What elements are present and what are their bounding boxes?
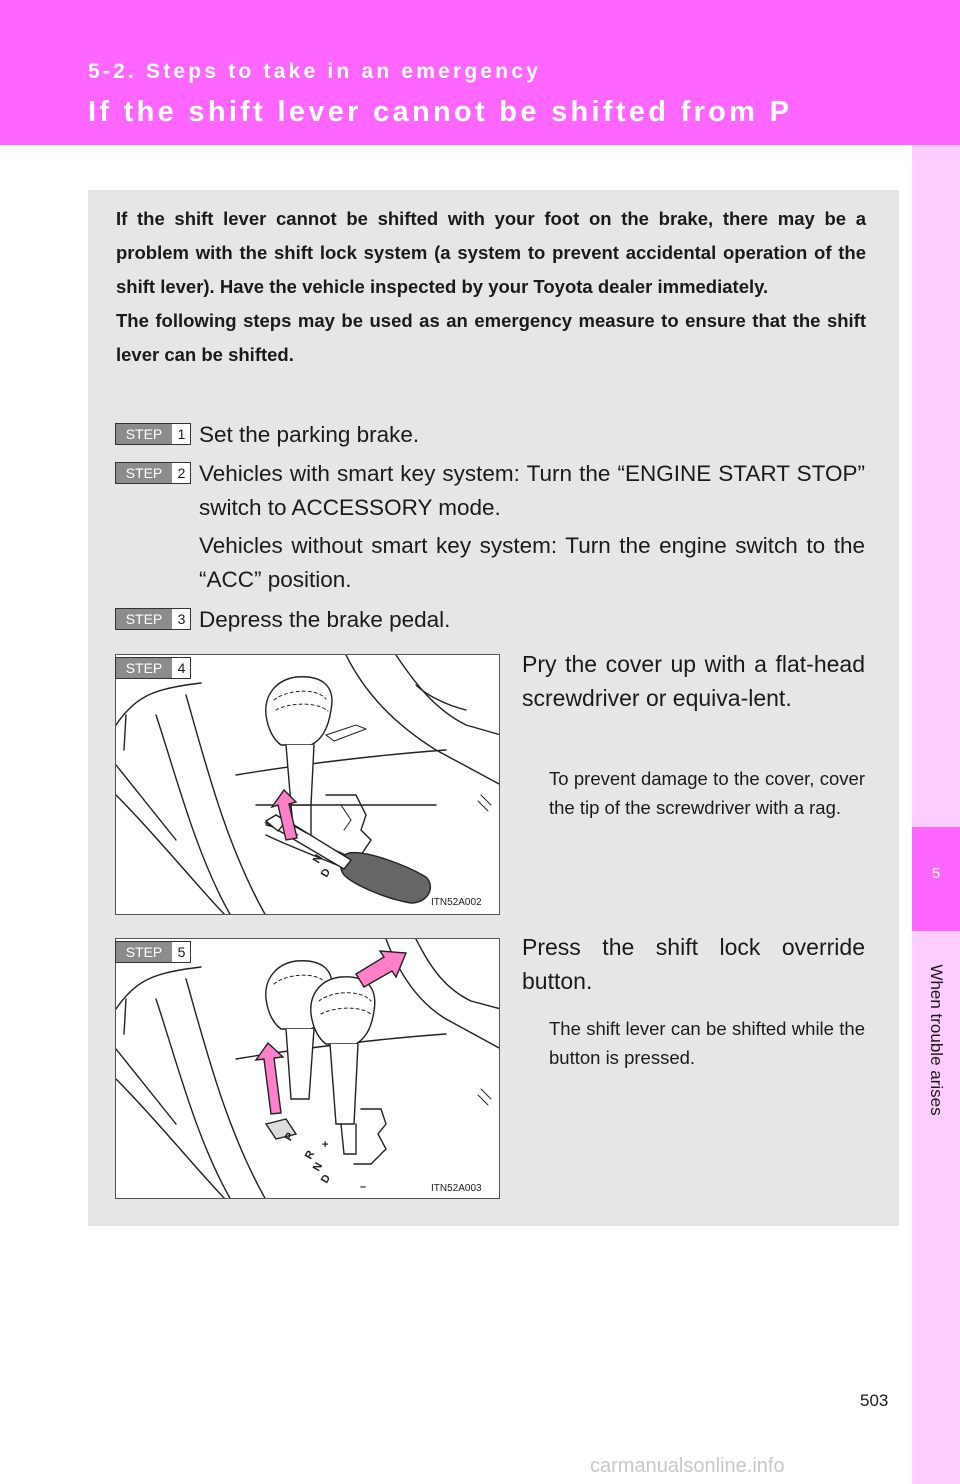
gate-letter: D xyxy=(318,1172,334,1186)
step-word: STEP xyxy=(116,942,172,962)
gate-symbol: + xyxy=(322,1139,329,1151)
gate-symbol: – xyxy=(360,1181,367,1193)
step-4-text: Pry the cover up with a flat-head screwdriver or equiva-lent. xyxy=(522,651,865,711)
step-number: 2 xyxy=(177,465,186,481)
gate-letter: R xyxy=(302,1148,318,1162)
gate-letter: P xyxy=(282,1130,297,1144)
figure-code: ITN52A002 xyxy=(431,897,482,908)
step-4-note: To prevent damage to the cover, cover the tip of the screwdriver with a rag. xyxy=(549,768,865,818)
intro-text xyxy=(116,202,866,372)
intro-paragraph: The following steps may be used as an emergency measure to ensure that the shift lever can be shifted. xyxy=(116,310,866,365)
step-instruction: Depress the brake pedal. xyxy=(199,607,451,632)
chapter-number: 5 xyxy=(931,865,941,882)
gate-letter: D xyxy=(318,866,334,880)
step-number: 1 xyxy=(177,426,186,442)
step-number: 5 xyxy=(177,944,186,960)
step-2-text xyxy=(199,457,865,597)
step-number: 4 xyxy=(177,660,186,676)
chapter-name[interactable]: When trouble arises xyxy=(927,964,946,1116)
step-1-text xyxy=(199,418,865,452)
watermark: carmanualsonline.info xyxy=(590,1455,785,1477)
gate-letter: N xyxy=(310,852,326,866)
step-instruction: Vehicles with smart key system: Turn the “ENGINE START STOP” switch to ACCESSORY mode. xyxy=(199,461,865,520)
section-label: 5-2. Steps to take in an emergency xyxy=(88,60,542,83)
step-5-badge xyxy=(115,941,191,963)
step-word: STEP xyxy=(116,463,172,483)
step-word: STEP xyxy=(116,609,172,629)
step-5-illustration xyxy=(115,938,500,1199)
header-band xyxy=(0,0,960,145)
step-5-note: The shift lever can be shifted while the button is pressed. xyxy=(549,1018,865,1068)
step-3-text xyxy=(199,603,865,637)
page-title: If the shift lever cannot be shifted from P xyxy=(88,96,793,128)
step-2-badge xyxy=(115,462,191,484)
step-word: STEP xyxy=(116,424,172,444)
page-number: 503 xyxy=(860,1391,889,1410)
step-instruction: Vehicles without smart key system: Turn the engine switch to the “ACC” position. xyxy=(199,533,865,592)
step-word: STEP xyxy=(116,658,172,678)
step-4-badge xyxy=(115,657,191,679)
step-instruction: Set the parking brake. xyxy=(199,422,420,447)
figure-code: ITN52A003 xyxy=(431,1183,482,1194)
gate-letter: N xyxy=(310,1160,326,1174)
intro-paragraph: If the shift lever cannot be shifted with your foot on the brake, there may be a problem with the shift lock system (a system to prevent accidental operation of the shift lever). Have the vehicle inspected by your Toyota dealer immediately. xyxy=(116,208,866,297)
side-strip xyxy=(912,145,960,1484)
step-1-badge xyxy=(115,423,191,445)
step-number: 3 xyxy=(177,611,186,627)
step-3-badge xyxy=(115,608,191,630)
step-5-text: Press the shift lock override button. xyxy=(522,934,865,994)
step-4-illustration xyxy=(115,654,500,915)
